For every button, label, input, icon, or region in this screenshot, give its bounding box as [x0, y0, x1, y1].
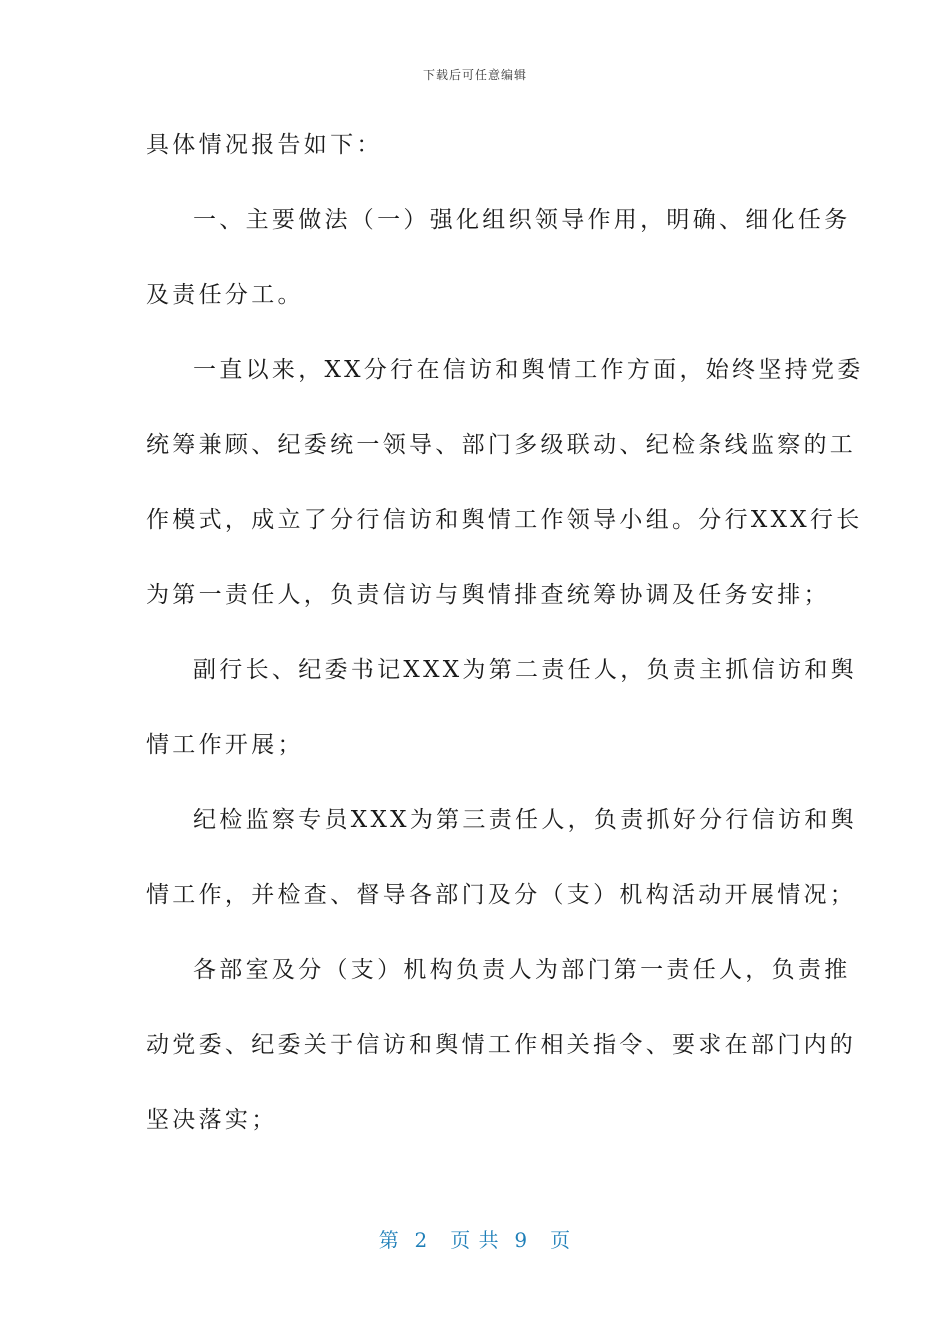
body-line: 坚决落实； [146, 1107, 278, 1133]
body-line: 具体情况报告如下： [146, 132, 383, 158]
body-line: 动党委、纪委关于信访和舆情工作相关指令、要求在部门内的 [146, 1032, 857, 1058]
body-line: 纪检监察专员XXX为第三责任人，负责抓好分行信访和舆 [193, 807, 857, 833]
body-line: 一、主要做法（一）强化组织领导作用，明确、细化任务 [193, 207, 851, 233]
page-header: 下载后可任意编辑 [422, 68, 527, 82]
body-line: 及责任分工。 [146, 282, 304, 308]
body-line: 情工作，并检查、督导各部门及分（支）机构活动开展情况； [146, 882, 857, 908]
body-line: 作模式，成立了分行信访和舆情工作领导小组。分行XXX行长 [146, 507, 863, 533]
body-line: 各部室及分（支）机构负责人为部门第一责任人，负责推 [193, 957, 851, 983]
body-line: 为第一责任人，负责信访与舆情排查统筹协调及任务安排； [146, 582, 830, 608]
body-line: 一直以来，XX分行在信访和舆情工作方面，始终坚持党委 [193, 357, 864, 383]
body-line: 统筹兼顾、纪委统一领导、部门多级联动、纪检条线监察的工 [146, 432, 857, 458]
body-line: 情工作开展； [146, 732, 304, 758]
body-line: 副行长、纪委书记XXX为第二责任人，负责主抓信访和舆 [193, 657, 857, 683]
page-number-footer: 第 2 页 共 9 页 [378, 1228, 572, 1252]
